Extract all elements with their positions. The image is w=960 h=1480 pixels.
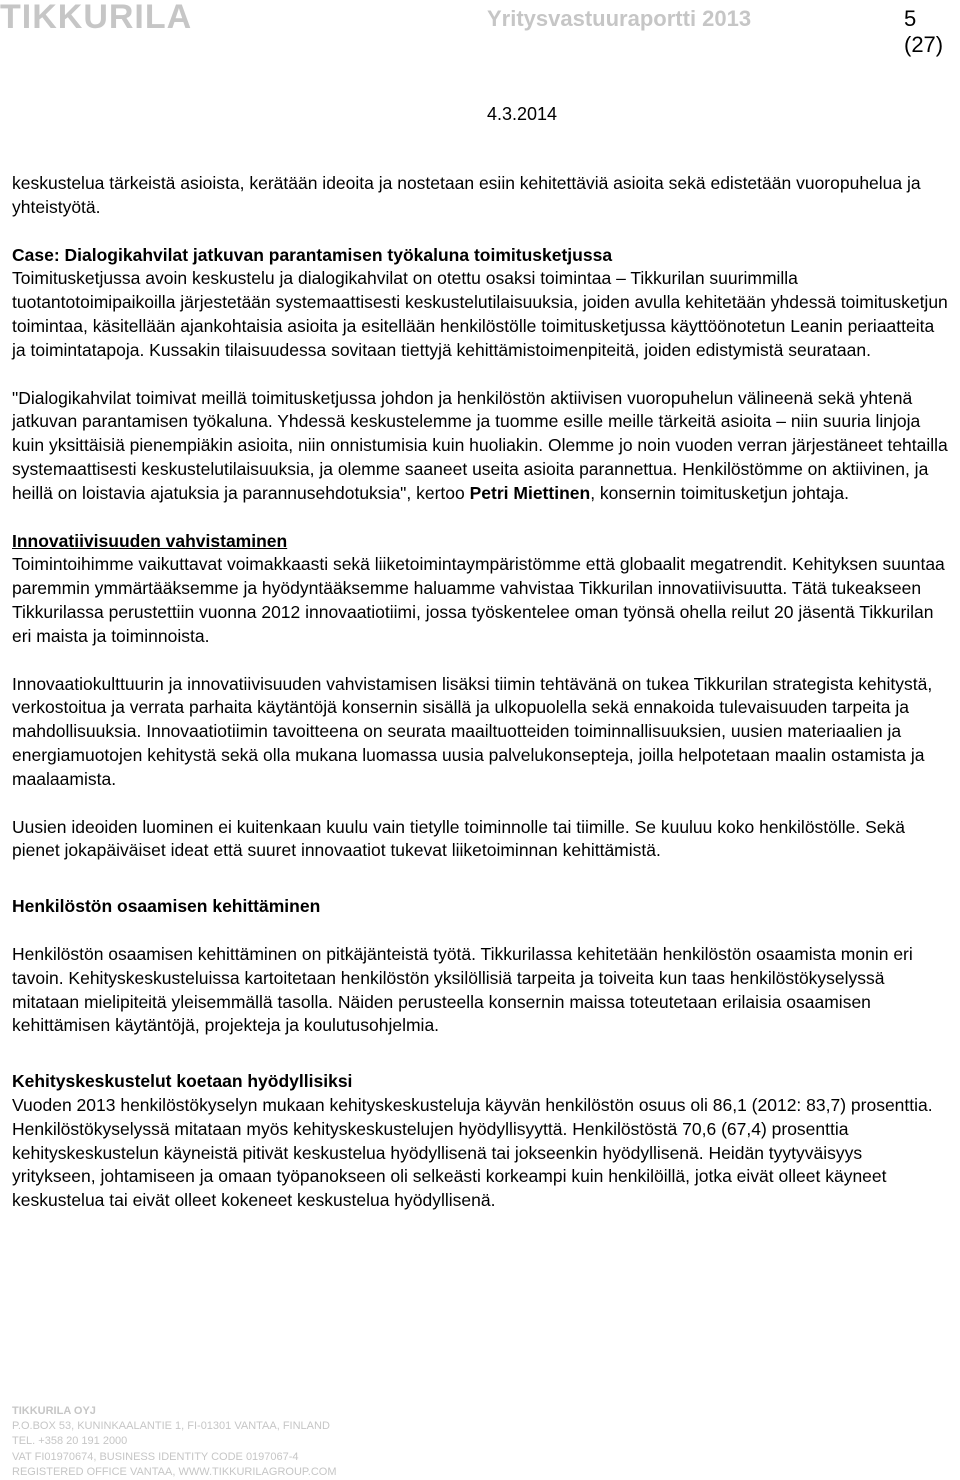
quote-text: "Dialogikahvilat toimivat meillä toimitusketjussa johdon ja henkilöstön aktiivisen vuoropuhelun välineenä sekä yhtenä jatkuvan parantamisen työkaluna. Yhdessä keskustelemme ja tuomme esille meille tärkeitä asioita – niin suuria linjoja kuin yksittäisiä pienempiäkin asioita, niin onnistumisia kuin huoliakin. Olemme jo noin vuoden verran järjestäneet tehtailla systemaattisesti keskustelutilaisuuksia, ja olemme saaneet useita asioita parannettua. Henkilöstömme on aktiivinen, ja heillä on loistavia ajatuksia ja parannusehdotuksia", kertoo (12, 387, 948, 503)
dev-discussions-paragraph: Vuoden 2013 henkilöstökyselyn mukaan kehityskeskusteluja käyvän henkilöstön osuus oli 86,1 (2012: 83,7) prosenttia. Henkilöstökyselyssä mitataan myös kehityskeskustelujen hyödyllisyyttä. Henkilöstöstä 70,6 (67,4) prosenttia kehityskeskustelun käyneistä pitivät keskustelua hyödyllisenä tai jokseenkin hyödyllisenä. Heidän tyytyväisyys yritykseen, johtamiseen ja omaan työpanokseen oli selkeästi korkeampi kuin henkilöillä, jotka eivät olleet käyneet keskustelua tai eivät olleet kokeneet keskustelua hyödyllisenä. (12, 1094, 933, 1211)
quote-tail: , konsernin toimitusketjun johtaja. (590, 482, 849, 503)
case-heading: Case: Dialogikahvilat jatkuvan parantamisen työkaluna toimitusketjussa (12, 244, 613, 265)
footer-address: P.O.BOX 53, KUNINKAALANTIE 1, FI-01301 VANTAA, FINLAND (12, 1420, 330, 1433)
competence-heading: Henkilöstön osaamisen kehittäminen (12, 896, 321, 917)
page-number: 5 (27) (904, 6, 944, 57)
quote-person: Petri Miettinen (469, 482, 591, 503)
case-paragraph: Toimitusketjussa avoin keskustelu ja dialogikahvilat on otettu osaksi toimintaa – Tikkurilan suurimmilla tuotantotoimipaikoilla järjestetään systemaattisesti keskustelutilaisuuksia, joiden avulla kehitetään yhdessä toimitusketjun toimintaa, käsitellään ajankohtaisia asioita ja esitellään henkilöstölle toimitusketjussa käyttöönotetun Leanin periaatteita ja toimintatapoja. Kussakin tilaisuudessa sovitaan tiettyjä kehittämistoimenpiteitä, joiden edistymistä seurataan. (12, 268, 948, 360)
page-footer (12, 1404, 712, 1480)
document-date: 4.3.2014 (487, 104, 558, 124)
dev-discussions-heading: Kehityskeskustelut koetaan hyödyllisiksi (12, 1071, 353, 1092)
company-logo: TIKKURILA (0, 0, 193, 36)
intro-paragraph: keskustelua tärkeistä asioista, kerätään ideoita ja nostetaan esiin kehitettäviä asioita sekä edistetään vuoropuhelua ja yhteistyötä. (12, 173, 921, 217)
innovation-heading: Innovatiivisuuden vahvistaminen (12, 530, 288, 551)
footer-office: REGISTERED OFFICE VANTAA, WWW.TIKKURILAGROUP.COM (12, 1465, 337, 1478)
footer-phone: TEL. +358 20 191 2000 (12, 1435, 128, 1448)
competence-paragraph: Henkilöstön osaamisen kehittäminen on pitkäjänteistä työtä. Tikkurilassa kehitetään henkilöstön osaamista monin eri tavoin. Kehityskeskusteluissa kartoitetaan henkilöstön yksilöllisiä tarpeita ja toiveita kun taas henkilöstökyselyssä mitataan mielipiteitä yleisemmällä tasolla. Näiden perusteella konsernin maissa toteutetaan erilaisia osaamisen kehittämisen käytäntöjä, projekteja ja koulutusohjelmia. (12, 943, 913, 1036)
innovation-paragraph-3: Uusien ideoiden luominen ei kuitenkaan kuulu vain tietylle toiminnolle tai tiimille. Se kuuluu koko henkilöstölle. Sekä pienet jokapäiväiset ideat että suuret innovaatiot tukevat liiketoiminnan kehittämistä. (12, 816, 906, 861)
report-title: Yritysvastuuraportti 2013 (487, 6, 752, 31)
document-body (12, 172, 948, 1213)
case-quote (12, 387, 948, 506)
innovation-paragraph-2: Innovaatiokulttuurin ja innovatiivisuuden vahvistamisen lisäksi tiimin tehtävänä on tukea Tikkurilan strategista kehitystä, verkostoitua ja verrata parhaita käytäntöjä konsernin sisällä ja ulkopuolella sekä ennakoida tulevaisuuden tarpeita ja mahdollisuuksia. Innovaatiotiimin tavoitteena on seurata maailtuotteiden toiminnallisuuksien, uusien materiaalien ja energiamuotojen kehitystä sekä olla mukana luomassa uusia palvelukonsepteja, joilla helpotetaan maalin ostamista ja maalaamista. (12, 673, 933, 789)
page-header (0, 0, 960, 57)
footer-company: TIKKURILA OYJ (12, 1405, 96, 1417)
footer-vat: VAT FI01970674, BUSINESS IDENTITY CODE 0197067-4 (12, 1450, 299, 1463)
innovation-paragraph-1: Toimintoihimme vaikuttavat voimakkaasti sekä liiketoimintaympäristömme että globaalit megatrendit. Kehityksen suuntaa paremmin ymmärtääksemme ja hyödyntääksemme haluamme vahvistaa Tikkurilan innovatiivisuutta. Tätä tukeakseen Tikkurilassa perustettiin vuonna 2012 innovaatiotiimi, jossa työskentelee oman työnsä ohella reilut 20 jäsentä Tikkurilan eri maista ja toiminnoista. (12, 554, 945, 646)
